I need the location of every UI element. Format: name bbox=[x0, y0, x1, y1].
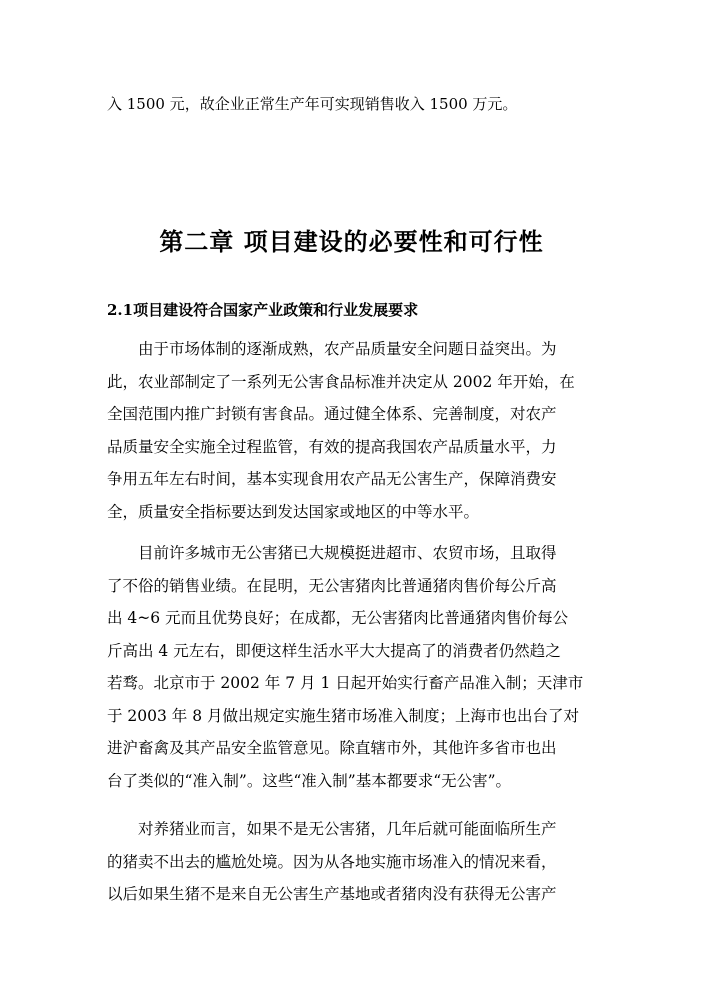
paragraph-line: 对养猪业而言，如果不是无公害猪，几年后就可能面临所生产 bbox=[107, 820, 557, 838]
paragraph-line: 此，农业部制定了一系列无公害食品标准并决定从 2002 年开始，在 bbox=[107, 372, 575, 391]
paragraph-line: 台了类似的“准入制”。这些“准入制”基本都要求“无公害”。 bbox=[107, 771, 512, 790]
paragraph-line: 的猪卖不出去的尴尬处境。因为从各地实施市场准入的情况来看， bbox=[107, 852, 557, 871]
paragraph-line: 了不俗的销售业绩。在昆明，无公害猪肉比普通猪肉售价每公斤高 bbox=[107, 576, 557, 595]
paragraph-line: 全国范围内推广封锁有害食品。通过健全体系、完善制度，对农产 bbox=[107, 405, 557, 423]
paragraph-line: 全，质量安全指标要达到发达国家或地区的中等水平。 bbox=[107, 502, 480, 521]
paragraph-line: 若骛。北京市于 2002 年 7 月 1 日起开始实行畜产品准入制；天津市 bbox=[107, 674, 584, 692]
section-heading: 2.1项目建设符合国家产业政策和行业发展要求 bbox=[107, 301, 419, 319]
paragraph-line: 争用五年左右时间，基本实现食用农产品无公害生产，保障消费安 bbox=[107, 470, 557, 488]
chapter-title: 第二章 项目建设的必要性和可行性 bbox=[159, 227, 544, 256]
paragraph-line: 由于市场体制的逐渐成熟，农产品质量安全问题日益突出。为 bbox=[107, 340, 557, 358]
paragraph-line: 进沪畜禽及其产品安全监管意见。除直辖市外，其他许多省市也出 bbox=[107, 739, 557, 757]
continuation-line: 入 1500 元，故企业正常生产年可实现销售收入 1500 万元。 bbox=[107, 95, 518, 113]
paragraph-line: 以后如果生猪不是来自无公害生产基地或者猪肉没有获得无公害产 bbox=[107, 885, 557, 903]
paragraph-2 bbox=[107, 537, 601, 797]
paragraph-line: 出 4~6 元而且优势良好；在成都，无公害猪肉比普通猪肉售价每公 bbox=[107, 609, 569, 627]
paragraph-1 bbox=[107, 333, 601, 528]
paragraph-line: 于 2003 年 8 月做出规定实施生猪市场准入制度；上海市也出台了对 bbox=[107, 706, 580, 725]
paragraph-line: 品质量安全实施全过程监管，有效的提高我国农产品质量水平，力 bbox=[107, 437, 557, 456]
paragraph-line: 目前许多城市无公害猪已大规模挺进超市、农贸市场，且取得 bbox=[107, 544, 557, 562]
paragraph-3 bbox=[107, 813, 601, 911]
paragraph-line: 斤高出 4 元左右，即便这样生活水平大大提高了的消费者仍然趋之 bbox=[107, 641, 561, 660]
